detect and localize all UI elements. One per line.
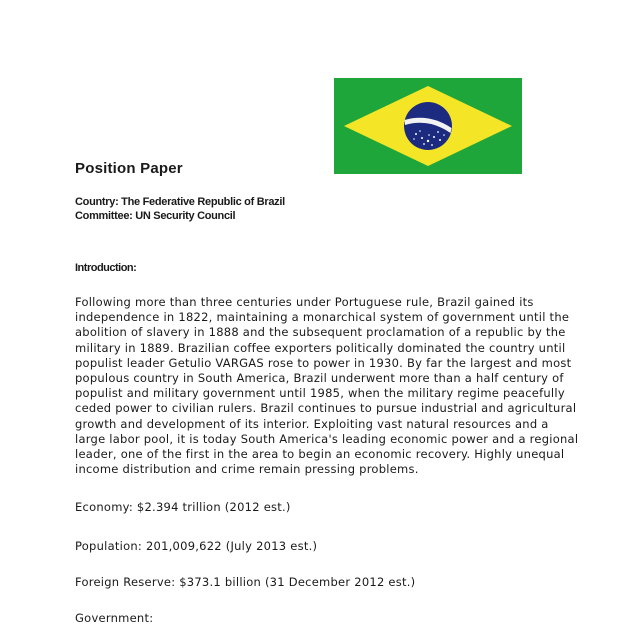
committee-label: Committee: UN Security Council [75, 210, 236, 222]
foreign-reserve-line: Foreign Reserve: $373.1 billion (31 December 2012 est.) [75, 575, 416, 589]
economy-line: Economy: $2.394 trillion (2012 est.) [75, 500, 291, 514]
paragraph-line: abolition of slavery in 1888 and the subsequent proclamation of a republic by the [75, 325, 566, 340]
paragraph-line: large labor pool, it is today South America's leading economic power and a regional [75, 431, 579, 446]
paragraph-line: military in 1889. Brazilian coffee exporters politically dominated the country until [75, 340, 566, 355]
paragraph-line: populous country in South America, Brazil underwent more than a half century of [75, 371, 564, 386]
paragraph-line: populist and military government until 1985, when the military regime peacefully [75, 386, 565, 401]
document-title: Position Paper [75, 160, 183, 177]
paragraph-line: income distribution and crime remain pressing problems. [75, 462, 419, 477]
brazil-flag-icon [334, 78, 522, 174]
introduction-paragraph [75, 295, 579, 477]
paragraph-line: populist leader Getulio VARGAS rose to power in 1930. By far the largest and most [75, 355, 572, 370]
paragraph-line: growth and development of its interior. Exploiting vast natural resources and a [75, 416, 549, 431]
government-heading: Government: [75, 611, 154, 625]
paragraph-line: independence in 1822, maintaining a monarchical system of government until the [75, 310, 570, 325]
population-line: Population: 201,009,622 (July 2013 est.) [75, 539, 318, 553]
introduction-heading: Introduction: [75, 262, 137, 274]
paragraph-line: Following more than three centuries under Portuguese rule, Brazil gained its [75, 295, 534, 309]
paragraph-line: ceded power to civilian rulers. Brazil continues to pursue industrial and agricultural [75, 401, 577, 416]
paragraph-line: leader, one of the first in the area to begin an economic recovery. Highly unequal [75, 447, 565, 462]
country-label: Country: The Federative Republic of Brazil [75, 196, 285, 208]
